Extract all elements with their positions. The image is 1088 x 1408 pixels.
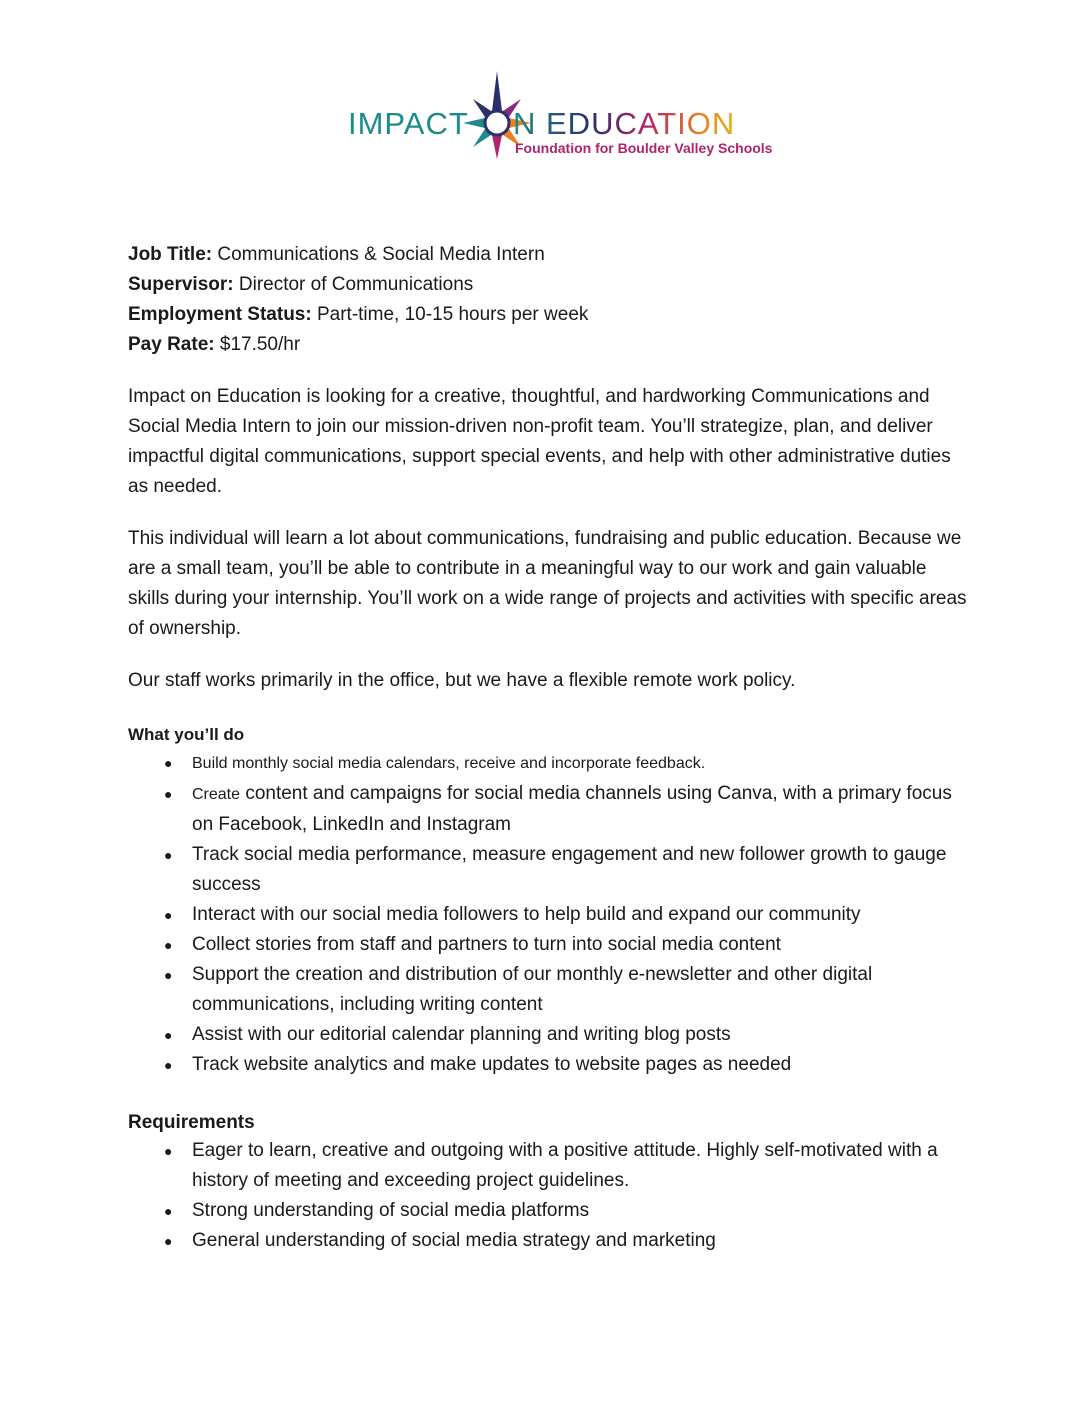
job-title-value: Communications & Social Media Intern xyxy=(217,244,545,265)
bullet-icon: ● xyxy=(164,1143,173,1159)
logo-graphic xyxy=(345,68,773,160)
list-item-text: content and campaigns for social media channels using Canva, with a primary focus on Facebook, LinkedIn and Instagram xyxy=(192,783,952,835)
list-item-text: Interact with our social media followers to help build and expand our community xyxy=(192,904,861,925)
list-item-text: Eager to learn, creative and outgoing with a positive attitude. Highly self-motivated with a history of meeting and exceeding project guidelines. xyxy=(192,1140,938,1191)
list-item xyxy=(128,1226,968,1256)
what-youll-do-heading: What you’ll do xyxy=(128,725,245,744)
intro-paragraph: Impact on Education is looking for a creative, thoughtful, and hardworking Communications and Social Media Intern to join our mission-driven non-profit team. You’ll strategize, plan, and deliver impactful digital communications, support special events, and help with other administrative duties as needed. xyxy=(128,386,951,497)
employment-status-line xyxy=(128,300,968,330)
list-item xyxy=(128,748,968,779)
list-item-text: Collect stories from staff and partners to turn into social media content xyxy=(192,934,781,955)
bullet-icon: ● xyxy=(164,967,173,983)
bullet-icon: ● xyxy=(164,907,173,923)
list-item xyxy=(128,840,968,900)
bullet-icon: ● xyxy=(164,786,173,802)
list-item-text: Assist with our editorial calendar planning and writing blog posts xyxy=(192,1024,731,1045)
list-item xyxy=(128,1050,968,1080)
pay-rate-line xyxy=(128,330,968,360)
job-posting-body xyxy=(128,240,968,1256)
remote-policy-paragraph: Our staff works primarily in the office, but we have a flexible remote work policy. xyxy=(128,670,796,691)
logo-word-right: N EDUCATION xyxy=(513,106,736,141)
bullet-icon: ● xyxy=(164,937,173,953)
employment-status-label: Employment Status: xyxy=(128,304,312,325)
list-item xyxy=(128,900,968,930)
job-meta xyxy=(128,240,968,360)
list-item xyxy=(128,960,968,1020)
job-title-line xyxy=(128,240,968,270)
list-item-text: Track social media performance, measure engagement and new follower growth to gauge success xyxy=(192,844,947,895)
list-item-text: Build monthly social media calendars, receive and incorporate feedback. xyxy=(192,755,706,772)
logo-word-left: IMPACT xyxy=(348,106,469,141)
supervisor-value: Director of Communications xyxy=(238,274,474,295)
bullet-icon: ● xyxy=(164,847,173,863)
bullet-icon: ● xyxy=(164,1203,173,1219)
list-item xyxy=(128,1020,968,1050)
logo-tagline: Foundation for Boulder Valley Schools xyxy=(515,140,773,156)
list-item-text: General understanding of social media strategy and marketing xyxy=(192,1230,716,1251)
pay-rate-value: $17.50/hr xyxy=(219,334,301,355)
bullet-icon: ● xyxy=(164,755,173,771)
list-item xyxy=(128,779,968,840)
requirements-heading: Requirements xyxy=(128,1112,255,1133)
bullet-icon: ● xyxy=(164,1027,173,1043)
bullet-icon: ● xyxy=(164,1057,173,1073)
pay-rate-label: Pay Rate: xyxy=(128,334,215,355)
list-item-text: Support the creation and distribution of our monthly e-newsletter and other digital communications, including writing content xyxy=(192,964,873,1015)
employment-status-value: Part-time, 10-15 hours per week xyxy=(316,304,589,325)
bullet-icon: ● xyxy=(164,1233,173,1249)
list-item xyxy=(128,1136,968,1196)
supervisor-line xyxy=(128,270,968,300)
list-item-text: Track website analytics and make updates to website pages as needed xyxy=(192,1054,792,1075)
what-youll-do-list xyxy=(128,748,968,1080)
learning-paragraph: This individual will learn a lot about communications, fundraising and public education. Because we are a small team, you’ll be able to contribute in a meaningful way to our work and gain valuable skills during your internship. You’ll work on a wide range of projects and activities with specific areas of ownership. xyxy=(128,528,967,639)
job-title-label: Job Title: xyxy=(128,244,213,265)
supervisor-label: Supervisor: xyxy=(128,274,234,295)
list-item xyxy=(128,930,968,960)
list-item xyxy=(128,1196,968,1226)
list-item-text: Strong understanding of social media platforms xyxy=(192,1200,590,1221)
list-item-text-prefix: Create xyxy=(192,786,241,803)
requirements-list xyxy=(128,1136,968,1256)
impact-on-education-logo xyxy=(345,68,773,160)
